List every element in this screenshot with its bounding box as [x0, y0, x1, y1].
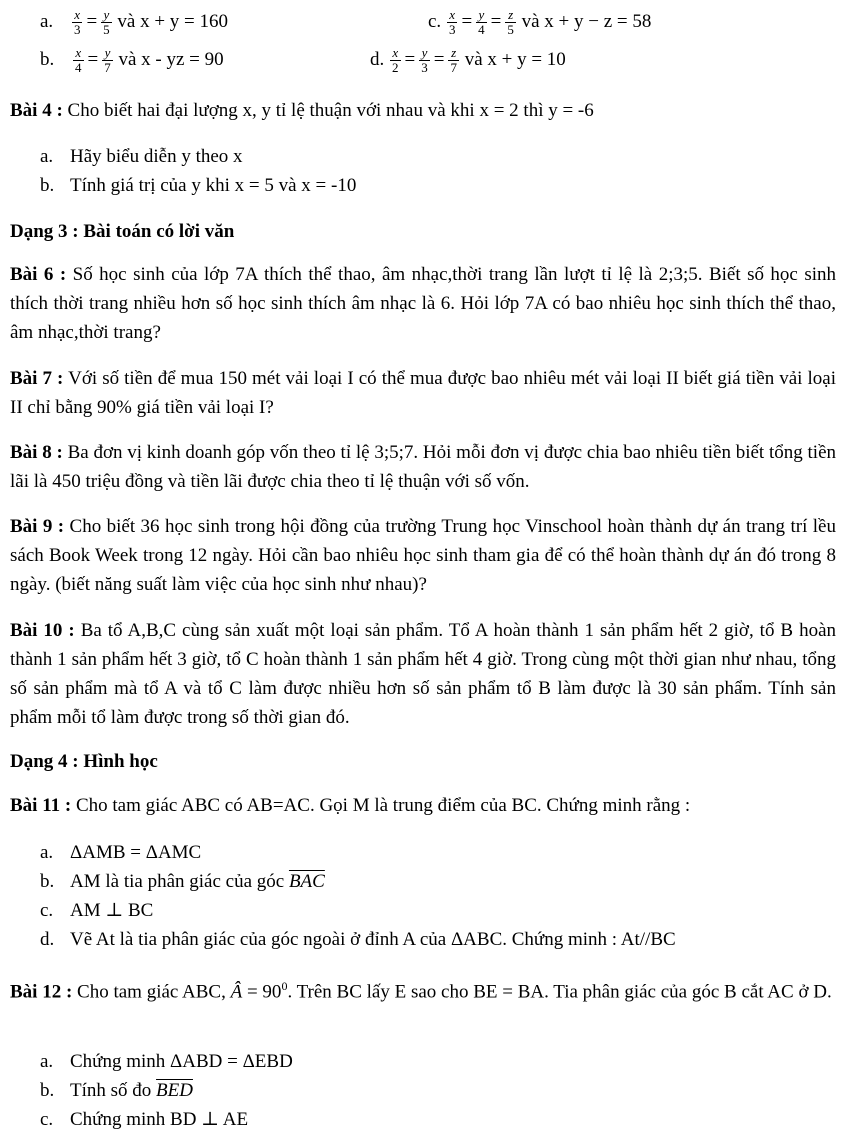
item-label: d. — [370, 49, 385, 70]
exercise-8 — [10, 438, 836, 496]
equals-sign: = — [404, 49, 416, 70]
fraction: $\frac{y}{5}$ — [103, 7, 110, 38]
item-text: AM là tia phân giác của góc — [70, 871, 289, 892]
equation-d — [370, 46, 566, 75]
exercise-title: Bài 8 : — [10, 442, 63, 463]
fraction: $\frac{x}{3}$ — [73, 7, 81, 38]
item-label: a. — [40, 1051, 54, 1072]
exercise-6 — [10, 260, 836, 347]
list-item: Chứng minh ΔABD = ΔEBD — [70, 1051, 293, 1072]
item-label: a. — [40, 146, 54, 167]
angle-arc: $\overline{BED}$ — [156, 1080, 193, 1101]
exercise-text: . Trên BC lấy E sao cho BE = BA. Tia phân giác của góc B cắt AC ở D. — [287, 981, 832, 1003]
exercise-title: Bài 9 : — [10, 516, 65, 537]
item-label: a. — [40, 842, 54, 863]
angle-equation: = 90 — [242, 981, 282, 1003]
fraction: $\frac{x}{3}$ — [448, 7, 456, 38]
item-label: b. — [40, 871, 55, 892]
equals-sign: = — [433, 49, 445, 70]
exercise-9 — [10, 512, 836, 599]
item-label: c. — [40, 1109, 54, 1130]
exercise-text: Số học sinh của lớp 7A thích thể thao, âm nhạc,thời trang lần lượt tỉ lệ là 2;3;5. Biết số học sinh thích thời trang nhiều hơn số học sinh thích âm nhạc là 6. Hỏi lớp 7A có bao nhiêu học sinh thích thể thao, âm nhạc,thời trang? — [10, 264, 836, 343]
equals-sign: = — [461, 11, 473, 32]
exercise-text: Với số tiền để mua 150 mét vải loại I có thể mua được bao nhiêu mét vải loại II biết giá tiền vải loại II chỉ bằng 90% giá tiền vải loại I? — [10, 368, 836, 418]
fraction: $\frac{y}{4}$ — [478, 7, 485, 38]
list-item: Vẽ At là tia phân giác của góc ngoài ở đỉnh A của ΔABC. Chứng minh : At//BC — [70, 929, 676, 950]
list-item: ΔAMB = ΔAMC — [70, 842, 202, 863]
list-item: AM ⊥ BC — [70, 900, 154, 921]
fraction: $\frac{z}{7}$ — [450, 45, 457, 76]
equation-rest: và x + y = 160 — [117, 11, 229, 32]
item-label: b. — [40, 49, 55, 70]
list-item — [70, 868, 325, 895]
exercise-11 — [10, 792, 690, 819]
equals-sign: = — [87, 49, 99, 70]
equals-sign: = — [490, 11, 502, 32]
equation-rest: và x - yz = 90 — [118, 49, 224, 70]
angle-arc: $\overline{BAC}$ — [288, 871, 325, 892]
item-label: b. — [40, 1080, 55, 1101]
exercise-4 — [10, 97, 594, 124]
item-label: d. — [40, 929, 55, 950]
fraction: $\frac{z}{5}$ — [507, 7, 514, 38]
equation-rest: và x + y − z = 58 — [521, 11, 652, 32]
exercise-text: Ba đơn vị kinh doanh góp vốn theo tỉ lệ 3;5;7. Hỏi mỗi đơn vị được chia bao nhiêu tiền biết tổng tiền lãi là 450 triệu đồng và tiền lãi được chia theo tỉ lệ thuận với số vốn. — [10, 442, 837, 492]
equation-a — [40, 8, 228, 37]
exercise-text: Cho biết hai đại lượng x, y tỉ lệ thuận với nhau và khi x = 2 thì y = -6 — [62, 100, 594, 121]
exercise-title: Bài 7 : — [10, 368, 64, 389]
exercise-10 — [10, 616, 836, 732]
exercise-title: Bài 11 : — [10, 795, 72, 816]
list-item: Chứng minh BD ⊥ AE — [70, 1109, 249, 1130]
degree-superscript: 0 — [281, 979, 288, 993]
exercise-12 — [10, 972, 836, 1006]
exercise-text: Cho tam giác ABC, — [72, 981, 231, 1003]
equation-c — [428, 8, 651, 37]
fraction: $\frac{x}{4}$ — [75, 45, 82, 76]
exercise-text: Ba tổ A,B,C cùng sản xuất một loại sản phẩm. Tổ A hoàn thành 1 sản phẩm hết 2 giờ, tổ B hoàn thành 1 sản phẩm hết 3 giờ, tổ C hoàn thành 1 sản phẩm hết 4 giờ. Trong cùng một thời gian như nhau, tổng số sản phẩm mà tổ A và tổ C làm được nhiều hơn số sản phẩm tổ B làm được là 30 sản phẩm. Tính sản phẩm mỗi tổ làm được trong số thời gian đó. — [10, 620, 837, 728]
angle-symbol: Â — [230, 981, 243, 1003]
exercise-text: Cho tam giác ABC có AB=AC. Gọi M là trung điểm của BC. Chứng minh rằng : — [71, 795, 691, 816]
section-heading: Dạng 3 : Bài toán có lời văn — [10, 221, 235, 242]
exercise-title: Bài 4 : — [10, 100, 63, 121]
list-item: Hãy biểu diễn y theo x — [70, 146, 243, 167]
exercise-title: Bài 12 : — [10, 981, 73, 1003]
equation-b — [40, 46, 224, 75]
fraction: $\frac{y}{7}$ — [104, 45, 111, 76]
exercise-title: Bài 6 : — [10, 264, 67, 285]
fraction: $\frac{y}{3}$ — [421, 45, 428, 76]
item-text: Tính số đo — [70, 1080, 157, 1101]
list-item — [70, 1077, 193, 1104]
list-item: Tính giá trị của y khi x = 5 và x = -10 — [70, 175, 357, 196]
exercise-text: Cho biết 36 học sinh trong hội đồng của trường Trung học Vinschool hoàn thành dự án trang trí lều sách Book Week trong 12 ngày. Hỏi cần bao nhiêu học sinh tham gia để có thể hoàn thành dự án đó trong 8 ngày. (biết năng suất làm việc của học sinh như nhau)? — [10, 516, 836, 595]
exercise-7 — [10, 364, 836, 422]
section-heading: Dạng 4 : Hình học — [10, 751, 158, 772]
exercise-title: Bài 10 : — [10, 620, 75, 641]
equation-rest: và x + y = 10 — [464, 49, 566, 70]
item-label: a. — [40, 11, 54, 32]
item-label: c. — [40, 900, 54, 921]
equals-sign: = — [86, 11, 98, 32]
item-label: c. — [428, 11, 442, 32]
fraction: $\frac{x}{2}$ — [392, 45, 399, 76]
item-label: b. — [40, 175, 55, 196]
